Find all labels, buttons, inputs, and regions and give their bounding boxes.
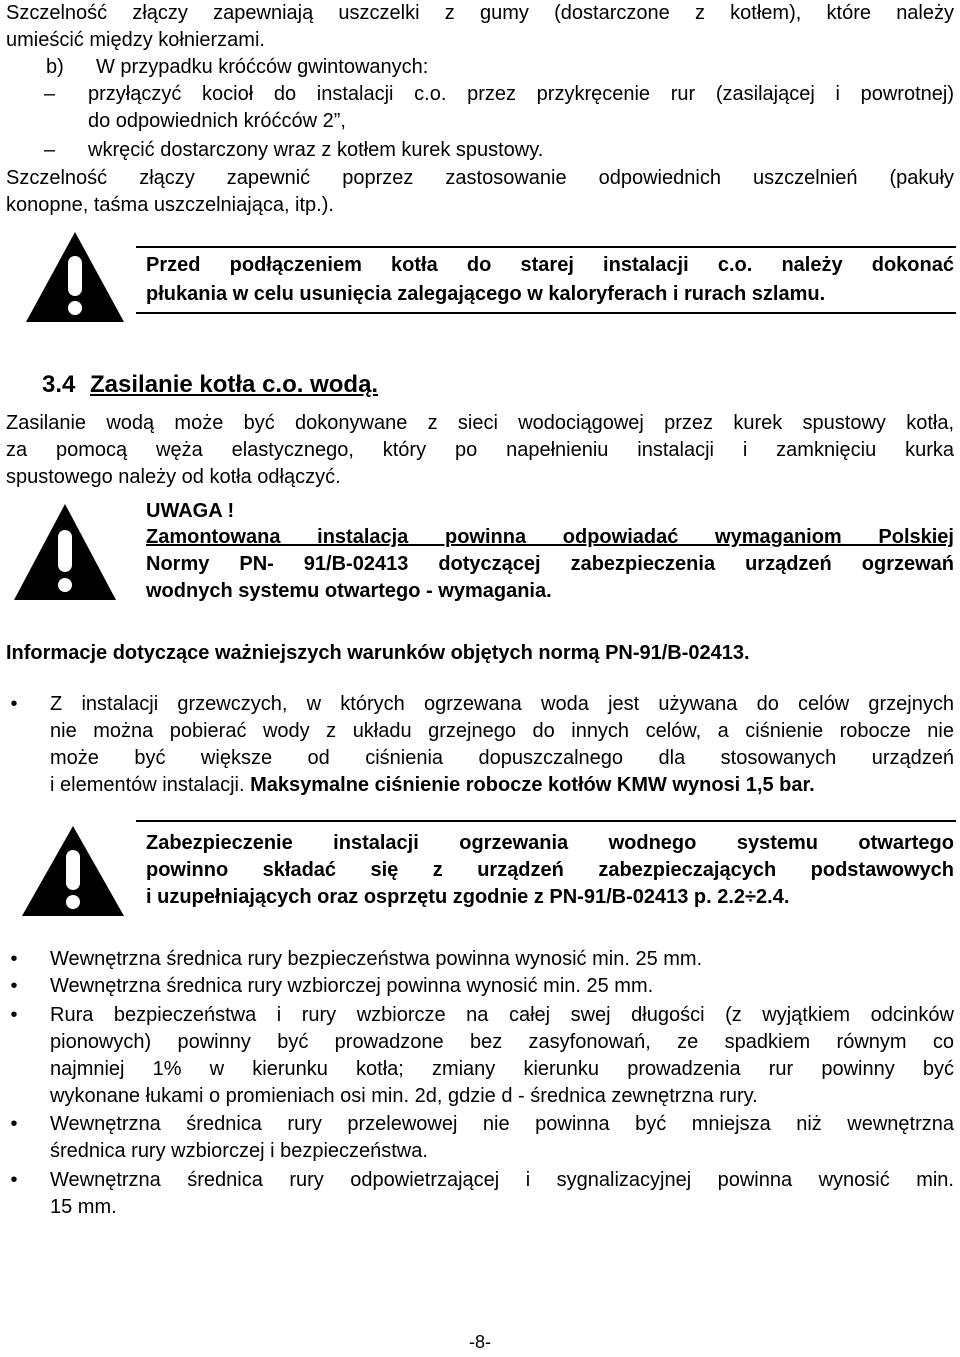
page-number: -8- [469,1332,491,1352]
seal-line-2: konopne, taśma uszczelniająca, itp.). [6,194,334,216]
warning-1-line-2: płukania w celu usunięcia zalegającego w kaloryferach i rurach szlamu. [146,283,826,305]
bullet-marker: • [10,1113,18,1135]
uwaga-label: UWAGA ! [146,500,235,522]
seal-line-1: Szczelność złączy zapewnić poprzez zastosowanie odpowiednich uszczelnień (pakuły [6,167,954,189]
warning-1-line-1: Przed podłączeniem kotła do starej instalacji c.o. należy dokonać [146,254,954,276]
divider-top [136,246,956,248]
warning-3-line-3: i uzupełniających oraz osprzętu zgodnie z PN-91/B-02413 p. 2.2÷2.4. [146,886,790,908]
warning-icon [22,228,128,326]
dash-marker: – [44,83,56,105]
bullet-4-line-2: pionowych) powinny być prowadzone bez zasyfonowań, ze spadkiem równym co [50,1031,954,1053]
warning-2-line-2: Normy PN- 91/B-02413 dotyczącej zabezpieczenia urządzeń ogrzewań [146,553,954,575]
dash-item-2: wkręcić dostarczony wraz z kotłem kurek spustowy. [88,139,544,161]
dash-item-1-line-1: przyłączyć kocioł do instalacji c.o. przez przykręcenie rur (zasilającej i powrotnej) [88,83,954,105]
bullet-1-line-4-bold: Maksymalne ciśnienie robocze kotłów KMW wynosi 1,5 bar. [250,774,815,796]
bullet-marker: • [10,693,18,715]
section-paragraph-line-2: za pomocą węża elastycznego, który po napełnieniu instalacji i zamknięciu kurka [6,439,954,461]
section-number: 3.4 [42,371,76,398]
bullet-1-line-1: Z instalacji grzewczych, w których ogrzewana woda jest używana do celów grzejnych [50,693,954,715]
section-title: Zasilanie kotła c.o. wodą. [90,371,379,398]
info-heading: Informacje dotyczące ważniejszych warunków objętych normą PN-91/B-02413. [6,642,750,664]
divider-bottom [136,312,956,314]
section-paragraph-line-1: Zasilanie wodą może być dokonywane z sieci wodociągowej przez kurek spustowy kotła, [6,412,954,434]
warning-3-line-2: powinno składać się z urządzeń zabezpieczających podstawowych [146,859,954,881]
bullet-marker: • [10,975,18,997]
list-heading-b: W przypadku króćców gwintowanych: [96,56,429,78]
bullet-6-line-1: Wewnętrzna średnica rury odpowietrzającej i sygnalizacyjnej powinna wynosić min. [50,1169,954,1191]
warning-2-line-3: wodnych systemu otwartego - wymagania. [146,580,552,602]
section-paragraph-line-3: spustowego należy od kotła odłączyć. [6,466,341,488]
divider-top [136,820,956,822]
list-label-b: b) [46,56,64,78]
bullet-1-line-3: może być większe od ciśnienia dopuszczalnego dla stosowanych urządzeń [50,747,954,769]
warning-3-line-1: Zabezpieczenie instalacji ogrzewania wodnego systemu otwartego [146,832,954,854]
bullet-marker: • [10,1004,18,1026]
dash-item-1-line-2: do odpowiednich króćców 2”, [88,110,346,132]
bullet-2: Wewnętrzna średnica rury bezpieczeństwa powinna wynosić min. 25 mm. [50,948,703,970]
bullet-6-line-2: 15 mm. [50,1196,117,1218]
warning-2-line-1: Zamontowana instalacja powinna odpowiadać wymaganiom Polskiej [146,526,954,548]
intro-line-2: umieścić między kołnierzami. [6,29,265,51]
bullet-4-line-4: wykonane łukami o promieniach osi min. 2d, gdzie d - średnica zewnętrzna rury. [50,1085,758,1107]
bullet-3: Wewnętrzna średnica rury wzbiorczej powinna wynosić min. 25 mm. [50,975,654,997]
bullet-marker: • [10,948,18,970]
bullet-1-line-4 [50,772,815,799]
bullet-4-line-3: najmniej 1% w kierunku kotła; zmiany kierunku prowadzenia rur powinny być [50,1058,954,1080]
intro-line-1: Szczelność złączy zapewniają uszczelki z gumy (dostarczone z kotłem), które należy [6,2,954,24]
bullet-1-line-4-normal: i elementów instalacji. [50,774,245,796]
warning-icon [10,500,120,604]
bullet-4-line-1: Rura bezpieczeństwa i rury wzbiorcze na całej swej długości (z wyjątkiem odcinków [50,1004,954,1026]
warning-icon [18,822,128,920]
dash-marker: – [44,139,56,161]
bullet-5-line-1: Wewnętrzna średnica rury przelewowej nie powinna być mniejsza niż wewnętrzna [50,1113,954,1135]
bullet-marker: • [10,1169,18,1191]
bullet-5-line-2: średnica rury wzbiorczej i bezpieczeństwa. [50,1140,428,1162]
bullet-1-line-2: nie można pobierać wody z układu grzejnego do innych celów, a ciśnienie robocze nie [50,720,954,742]
